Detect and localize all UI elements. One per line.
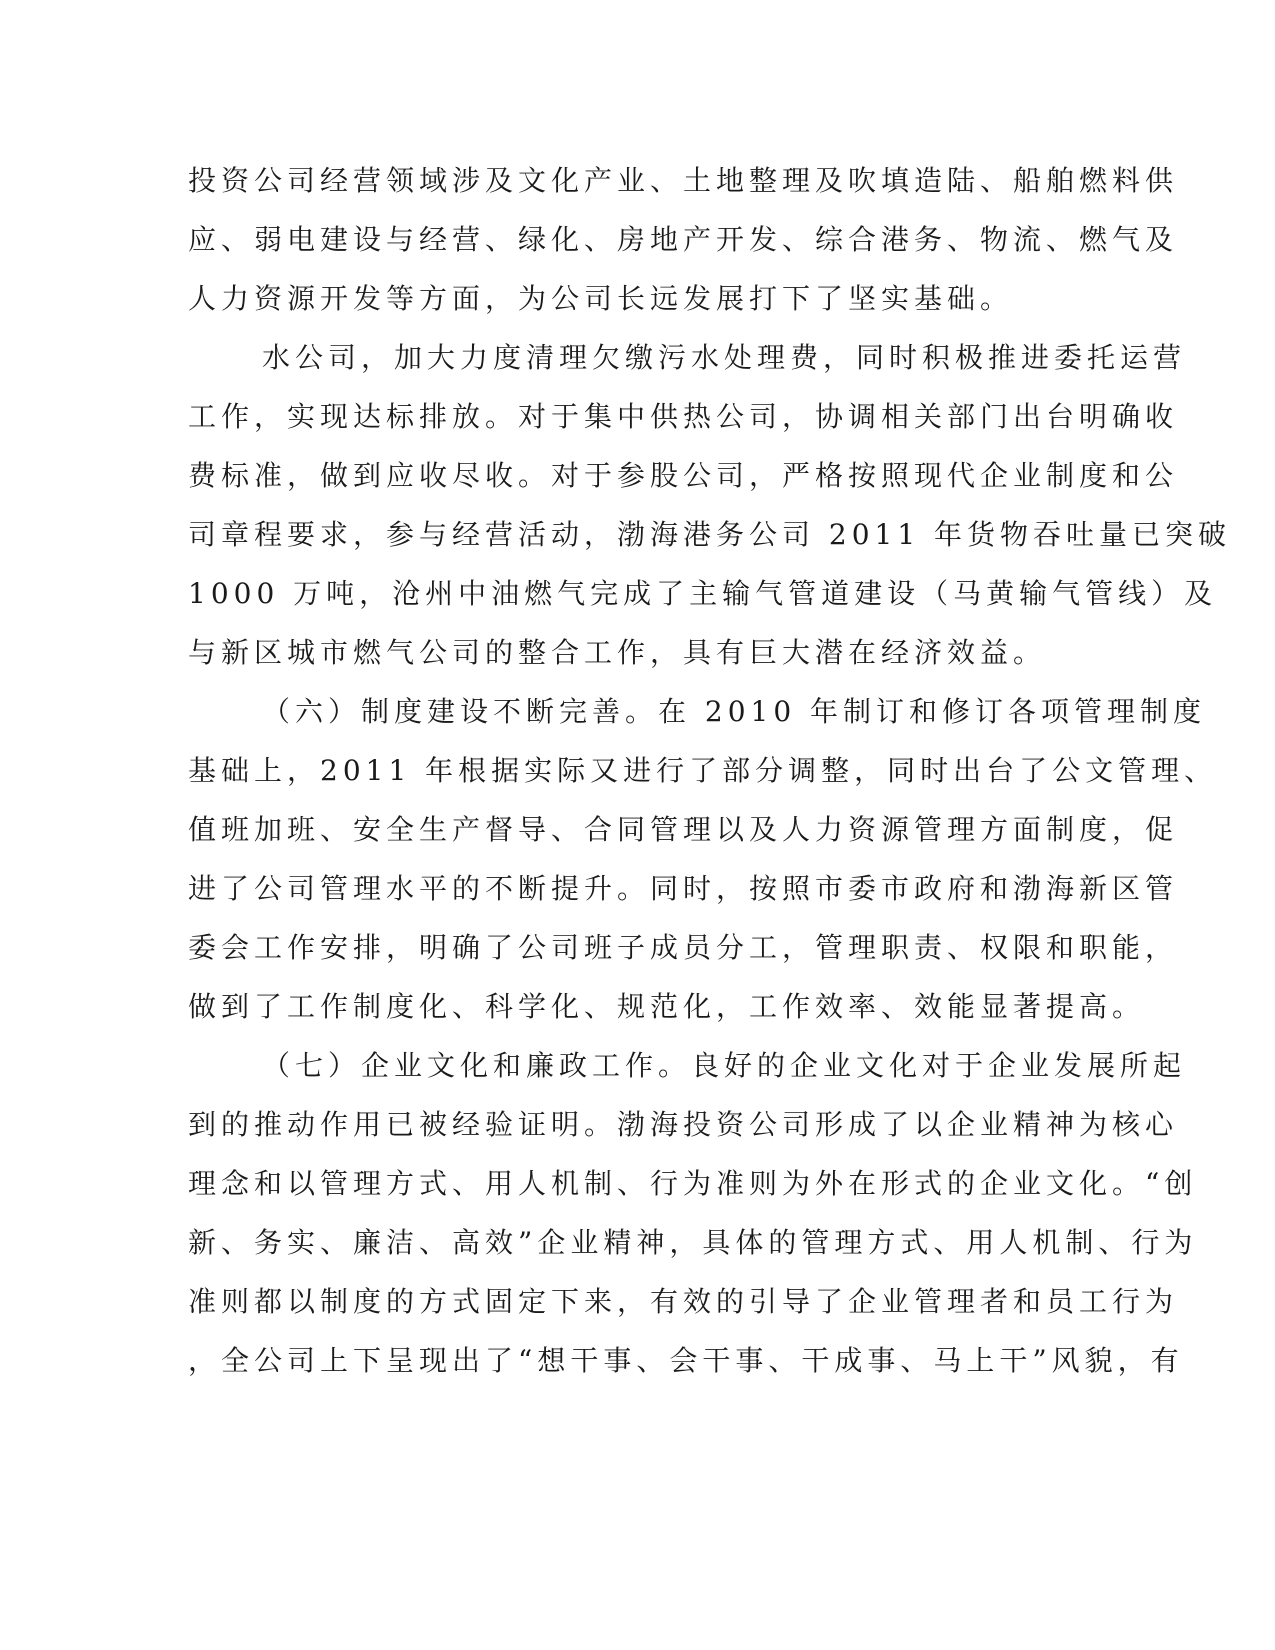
text-line: 投资公司经营领域涉及文化产业、土地整理及吹填造陆、船舶燃料供 <box>188 164 1179 197</box>
section-heading-line: （七）企业文化和廉政工作。良好的企业文化对于企业发展所起 <box>262 1049 1187 1082</box>
text-line: ，全公司上下呈现出了“想干事、会干事、干成事、马上干”风貌，有 <box>188 1344 1184 1377</box>
text-line: 理念和以管理方式、用人机制、行为准则为外在形式的企业文化。“创 <box>188 1167 1198 1200</box>
paragraph-start-line: 水公司，加大力度清理欠缴污水处理费，同时积极推进委托运营 <box>262 341 1187 374</box>
text-line: 工作，实现达标排放。对于集中供热公司，协调相关部门出台明确收 <box>188 400 1179 433</box>
text-line: 司章程要求，参与经营活动，渤海港务公司 2011 年货物吞吐量已突破 <box>188 518 1232 551</box>
text-line: 与新区城市燃气公司的整合工作，具有巨大潜在经济效益。 <box>188 636 1047 669</box>
text-line: 准则都以制度的方式固定下来，有效的引导了企业管理者和员工行为 <box>188 1285 1179 1318</box>
section-heading-line: （六）制度建设不断完善。在 2010 年制订和修订各项管理制度 <box>262 695 1207 728</box>
text-line: 做到了工作制度化、科学化、规范化，工作效率、效能显著提高。 <box>188 990 1146 1023</box>
text-line: 新、务实、廉洁、高效”企业精神，具体的管理方式、用人机制、行为 <box>188 1226 1198 1259</box>
text-line: 到的推动作用已被经验证明。渤海投资公司形成了以企业精神为核心 <box>188 1108 1179 1141</box>
text-line: 1000 万吨，沧州中油燃气完成了主输气管道建设（马黄输气管线）及 <box>188 577 1218 610</box>
text-line: 委会工作安排，明确了公司班子成员分工，管理职责、权限和职能， <box>188 931 1179 964</box>
text-line: 应、弱电建设与经营、绿化、房地产开发、综合港务、物流、燃气及 <box>188 223 1179 256</box>
text-line: 进了公司管理水平的不断提升。同时，按照市委市政府和渤海新区管 <box>188 872 1179 905</box>
text-line: 人力资源开发等方面，为公司长远发展打下了坚实基础。 <box>188 282 1014 315</box>
text-line: 费标准，做到应收尽收。对于参股公司，严格按照现代企业制度和公 <box>188 459 1179 492</box>
text-line: 基础上，2011 年根据实际又进行了部分调整，同时出台了公文管理、 <box>188 754 1218 787</box>
text-line: 值班加班、安全生产督导、合同管理以及人力资源管理方面制度，促 <box>188 813 1179 846</box>
